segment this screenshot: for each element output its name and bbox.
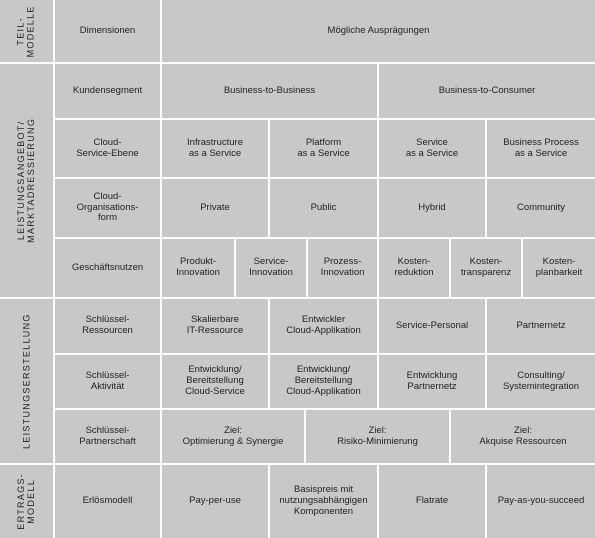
- section-ertragsmodell-label: ERTRAGS- MODELL: [16, 473, 37, 530]
- section-leistungsangebot-label: LEISTUNGSANGEBOT/ MARKTADRESSIERUNG: [16, 118, 37, 243]
- option-cell: Prozess- Innovation: [308, 239, 377, 297]
- option-cell: Public: [270, 179, 377, 237]
- option-cell: Produkt- Innovation: [162, 239, 234, 297]
- option-cell: Kosten- reduktion: [379, 239, 449, 297]
- option-cell: Entwicklung Partnernetz: [379, 355, 485, 408]
- dimension-erloesmodell: Erlösmodell: [55, 465, 160, 538]
- option-cell: Business-to-Consumer: [379, 64, 595, 118]
- option-cell: Platform as a Service: [270, 120, 377, 177]
- section-teilmodelle: [0, 0, 53, 62]
- header-auspraegungen: Mögliche Ausprägungen: [162, 0, 595, 62]
- option-cell: Infrastructure as a Service: [162, 120, 268, 177]
- option-cell: Kosten- transparenz: [451, 239, 521, 297]
- option-cell: Service-Personal: [379, 299, 485, 353]
- option-cell: Flatrate: [379, 465, 485, 538]
- option-cell: Ziel: Akquise Ressourcen: [451, 410, 595, 463]
- option-cell: Service as a Service: [379, 120, 485, 177]
- option-cell: Business-to-Business: [162, 64, 377, 118]
- section-ertragsmodell: [0, 465, 53, 538]
- option-cell: Ziel: Risiko-Minimierung: [306, 410, 449, 463]
- section-leistungserstellung-label: LEISTUNGSERSTELLUNG: [21, 313, 32, 449]
- option-cell: Basispreis mit nutzungsabhängigen Komponenten: [270, 465, 377, 538]
- section-teilmodelle-label: TEIL- MODELLE: [16, 4, 37, 58]
- option-cell: Ziel: Optimierung & Synergie: [162, 410, 304, 463]
- dimension-cloud-organisationsform: Cloud- Organisations- form: [55, 179, 160, 237]
- option-cell: Consulting/ Systemintegration: [487, 355, 595, 408]
- option-cell: Partnernetz: [487, 299, 595, 353]
- dimension-schluessel-partnerschaft: Schlüssel- Partnerschaft: [55, 410, 160, 463]
- option-cell: Community: [487, 179, 595, 237]
- dimension-geschaeftsnutzen: Geschäftsnutzen: [55, 239, 160, 297]
- option-cell: Service- Innovation: [236, 239, 306, 297]
- option-cell: Kosten- planbarkeit: [523, 239, 595, 297]
- option-cell: Pay-per-use: [162, 465, 268, 538]
- section-leistungserstellung: [0, 299, 53, 463]
- dimension-kundensegment: Kundensegment: [55, 64, 160, 118]
- option-cell: Private: [162, 179, 268, 237]
- option-cell: Business Process as a Service: [487, 120, 595, 177]
- option-cell: Entwicklung/ Bereitstellung Cloud-Service: [162, 355, 268, 408]
- option-cell: Hybrid: [379, 179, 485, 237]
- option-cell: Entwicklung/ Bereitstellung Cloud-Applikation: [270, 355, 377, 408]
- option-cell: Pay-as-you-succeed: [487, 465, 595, 538]
- dimension-schluessel-ressourcen: Schlüssel- Ressourcen: [55, 299, 160, 353]
- dimension-schluessel-aktivitaet: Schlüssel- Aktivität: [55, 355, 160, 408]
- dimension-cloud-service-ebene: Cloud- Service-Ebene: [55, 120, 160, 177]
- header-dimensionen: Dimensionen: [55, 0, 160, 62]
- option-cell: Skalierbare IT-Ressource: [162, 299, 268, 353]
- option-cell: Entwickler Cloud-Applikation: [270, 299, 377, 353]
- section-leistungsangebot: [0, 64, 53, 297]
